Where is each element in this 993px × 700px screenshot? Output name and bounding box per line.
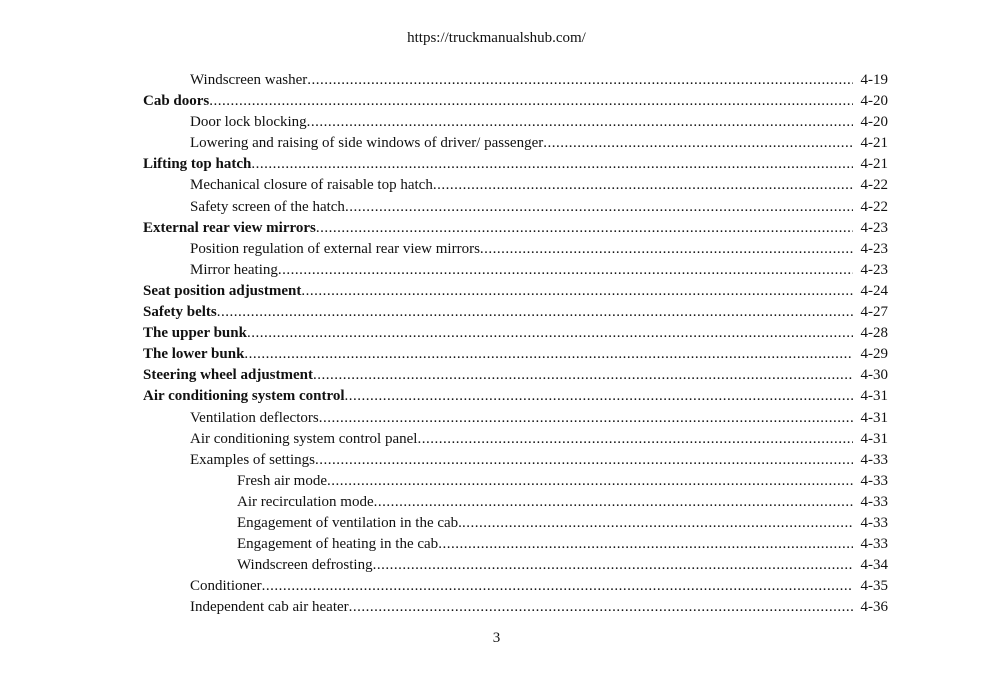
toc-entry-page: 4-21 (860, 135, 888, 152)
dot-leader (209, 91, 852, 112)
toc-entry-page: 4-22 (860, 198, 888, 215)
toc-entry (143, 534, 888, 555)
toc-entry-title: Door lock blocking (190, 114, 307, 131)
toc-entry-title: Windscreen washer (190, 72, 308, 88)
toc-entry-page: 4-36 (860, 599, 888, 616)
toc-entry (143, 218, 888, 239)
toc-entry (143, 365, 888, 386)
toc-entry-title: The upper bunk (143, 325, 247, 342)
toc-entry (143, 197, 888, 218)
toc-entry (143, 154, 888, 175)
toc-entry-title: Windscreen defrosting (237, 557, 373, 574)
dot-leader (307, 70, 852, 91)
toc-entry (143, 112, 888, 133)
toc-entry-page: 4-19 (860, 72, 888, 88)
dot-leader (319, 408, 853, 429)
dot-leader (278, 260, 853, 281)
toc-entry-title: Engagement of ventilation in the cab. (237, 514, 462, 531)
dot-leader (217, 302, 853, 323)
toc-entry (143, 386, 888, 407)
dot-leader (327, 471, 853, 492)
toc-entry-page: 4-22 (860, 177, 888, 194)
dot-leader (307, 112, 853, 133)
toc-entry-page: 4-33 (860, 472, 888, 489)
toc-entry (143, 323, 888, 344)
toc-entry-page: 4-23 (860, 261, 888, 278)
toc-entry-page: 4-28 (860, 325, 888, 342)
dot-leader (262, 576, 853, 597)
toc-entry (143, 70, 888, 91)
toc-entry-page: 4-33 (860, 514, 888, 531)
toc-entry-page: 4-27 (860, 304, 888, 321)
toc-entry (143, 260, 888, 281)
toc-entry (143, 471, 888, 492)
toc-entry (143, 175, 888, 196)
toc-entry (143, 239, 888, 260)
dot-leader (374, 492, 853, 513)
toc-entry (143, 597, 888, 618)
toc-entry-title: Steering wheel adjustment (143, 367, 313, 384)
dot-leader (462, 513, 853, 534)
dot-leader (345, 197, 853, 218)
dot-leader (301, 281, 852, 302)
toc-entry-title: Seat position adjustment (143, 282, 302, 299)
toc-entry-page: 4-21 (860, 156, 888, 173)
toc-entry (143, 281, 888, 302)
toc-entry-title: Fresh air mode (237, 472, 327, 489)
dot-leader (373, 555, 853, 576)
toc-entry-title: Cab doors (143, 93, 210, 110)
toc-entry-title: Lowering and raising of side windows of driver/ passenger (190, 135, 544, 152)
toc-entry-page: 4-31 (860, 430, 888, 447)
toc-entry-title: Safety screen of the hatch (190, 198, 345, 215)
toc-entry (143, 91, 888, 112)
toc-entry (143, 450, 888, 471)
toc-entry-title: Air conditioning system control panel (190, 430, 418, 447)
toc-entry-title: Air conditioning system control (143, 388, 345, 405)
dot-leader (349, 597, 853, 618)
dot-leader (313, 365, 853, 386)
dot-leader (543, 133, 852, 154)
toc-entry-title: Ventilation deflectors (190, 409, 319, 426)
toc-entry-title: Position regulation of external rear view mirrors (190, 240, 480, 257)
dot-leader (247, 323, 853, 344)
toc-entry (143, 429, 888, 450)
toc-entry-page: 4-29 (860, 346, 888, 363)
toc-entry (143, 408, 888, 429)
dot-leader (345, 386, 853, 407)
toc-entry-title: Mirror heating (190, 261, 278, 278)
toc-entry (143, 133, 888, 154)
dot-leader (251, 154, 852, 175)
dot-leader (244, 344, 852, 365)
toc-entry-page: 4-34 (860, 557, 888, 574)
toc-entry (143, 492, 888, 513)
toc-entry-page: 4-20 (860, 93, 888, 110)
toc-entry-title: The lower bunk (143, 346, 245, 363)
toc-entry-title: Air recirculation mode (237, 493, 374, 510)
toc-entry-page: 4-23 (860, 240, 888, 257)
toc-entry (143, 344, 888, 365)
toc-entry-title: Safety belts (143, 304, 217, 321)
source-url: https://truckmanualshub.com/ (407, 30, 586, 46)
dot-leader (480, 239, 853, 260)
toc-entry-page: 4-24 (860, 282, 888, 299)
toc-entry (143, 555, 888, 576)
page-number: 3 (492, 630, 501, 646)
dot-leader (433, 175, 853, 196)
toc-entry-page: 4-20 (860, 114, 888, 131)
toc-entry (143, 302, 888, 323)
dot-leader (316, 218, 853, 239)
toc-entry-page: 4-33 (860, 536, 888, 553)
dot-leader (315, 450, 853, 471)
toc-entry-page: 4-23 (860, 219, 888, 236)
toc-entry-title: Engagement of heating in the cab (237, 536, 439, 553)
toc-entry-page: 4-31 (860, 409, 888, 426)
dot-leader (438, 534, 852, 555)
toc-entry-title: Conditioner (190, 578, 262, 595)
toc-entry (143, 513, 888, 534)
toc-entry-title: Independent cab air heater (190, 599, 349, 616)
toc-entry-title: Examples of settings (190, 451, 315, 468)
dot-leader (417, 429, 852, 450)
toc-entry-page: 4-33 (860, 451, 888, 468)
toc-entry (143, 576, 888, 597)
toc-entry-title: Lifting top hatch (143, 156, 252, 173)
toc-entry-page: 4-31 (860, 388, 888, 405)
toc-entry-page: 4-30 (860, 367, 888, 384)
toc-entry-page: 4-35 (860, 578, 888, 595)
toc-entry-title: Mechanical closure of raisable top hatch (190, 177, 433, 194)
toc-entry-page: 4-33 (860, 493, 888, 510)
table-of-contents (143, 70, 888, 618)
toc-entry-title: External rear view mirrors (143, 219, 316, 236)
